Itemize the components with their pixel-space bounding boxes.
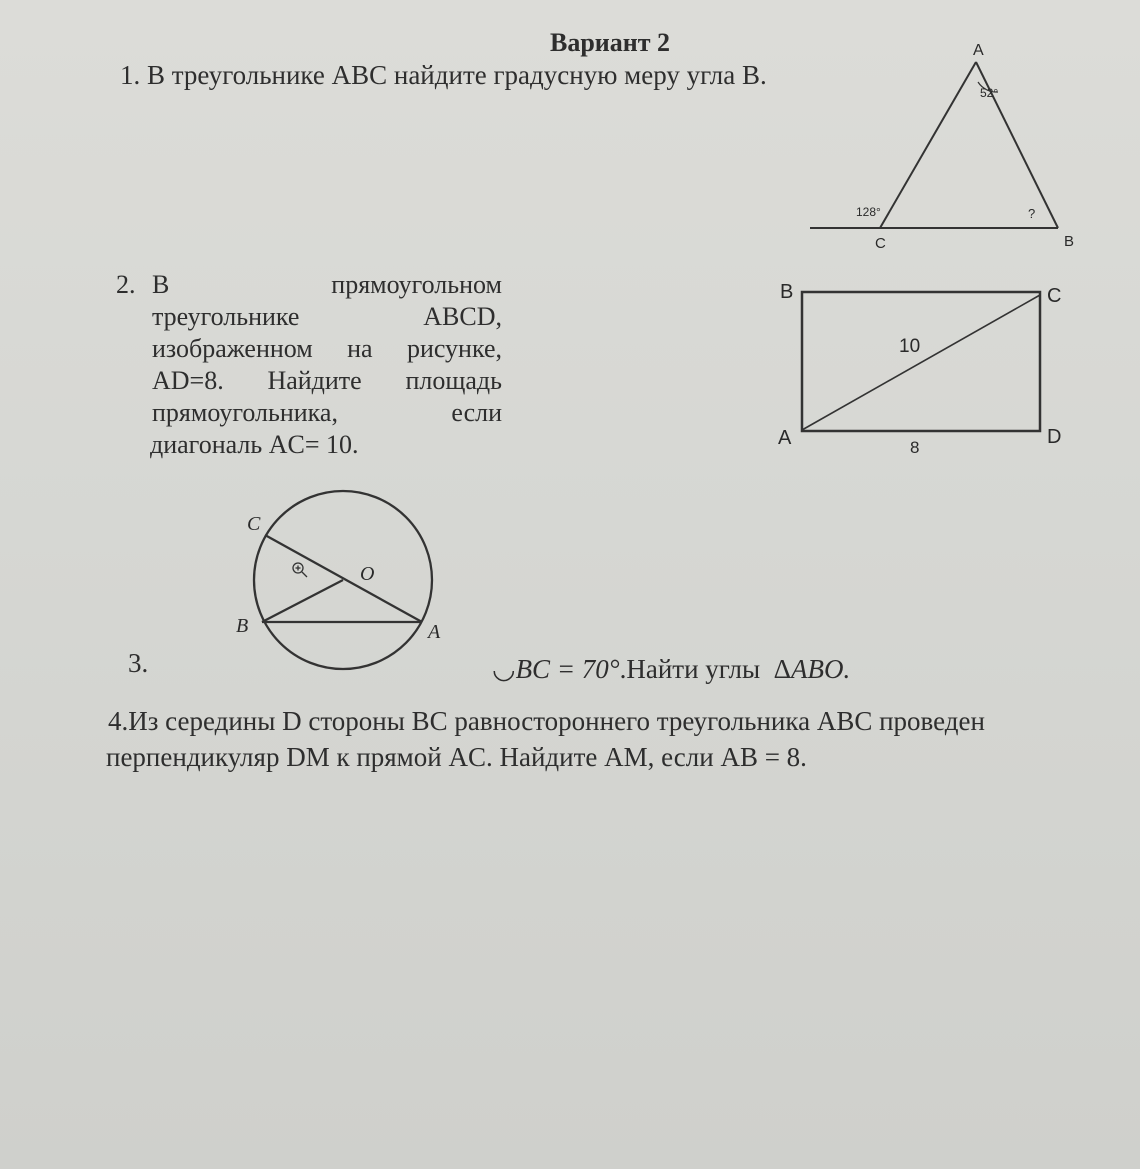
rect-vertex-d: D	[1047, 426, 1062, 448]
vertex-a-label: A	[973, 42, 984, 59]
question-4-line-1: 4.Из середины D стороны BC равностороннего треугольника ABC проведен	[108, 706, 985, 736]
triangle-name: ABO.	[790, 654, 851, 684]
circle-point-b: B	[236, 615, 249, 637]
q2-word: ABCD,	[423, 302, 502, 331]
q2-word: прямоугольника,	[152, 398, 338, 427]
q2-word: на	[347, 334, 373, 363]
q2-word: изображенном	[152, 334, 313, 363]
q2-word: AD=8.	[152, 366, 224, 395]
side-ca-line	[880, 62, 976, 228]
circle-point-c: C	[247, 513, 261, 535]
figure-triangle-abc	[810, 62, 1058, 228]
rect-vertex-b: B	[780, 281, 794, 303]
angle-c-exterior-label: 128°	[856, 205, 881, 219]
q3-task: .Найти углы	[619, 654, 761, 684]
zoom-icon	[293, 563, 307, 577]
q2-word: площадь	[405, 366, 502, 395]
rect-vertex-c: C	[1047, 285, 1062, 307]
q2-number: 2.	[116, 270, 136, 299]
angle-a-label: 52°	[980, 86, 999, 100]
question-4-line-2: перпендикуляр DM к прямой AC. Найдите AM, если AB = 8.	[106, 742, 807, 772]
q2-word: треугольнике	[152, 302, 300, 331]
q2-word: диагональ AC= 10.	[150, 430, 359, 459]
figure-rectangle-abcd	[802, 292, 1040, 431]
q2-word: если	[451, 398, 502, 427]
q2-word: рисунке,	[406, 334, 502, 363]
diagonal-length-label: 10	[899, 336, 921, 357]
question-3-number: 3.	[128, 648, 149, 678]
circle-center-o: O	[360, 563, 375, 585]
diagonal-ac-line	[802, 295, 1040, 430]
angle-b-label: ?	[1028, 206, 1036, 221]
arc-symbol: ◡	[492, 654, 516, 684]
triangle-symbol: Δ	[773, 654, 791, 684]
arc-label: BC = 70°	[515, 654, 620, 684]
vertex-c-label: C	[875, 235, 886, 252]
vertex-b-label: B	[1064, 233, 1075, 250]
question-1-text: 1. В треугольнике ABC найдите градусную меру угла B.	[120, 60, 767, 90]
radius-bo-line	[262, 580, 343, 622]
q2-word: В	[152, 270, 170, 299]
q2-word: прямоугольном	[331, 270, 502, 299]
rect-vertex-a: A	[778, 427, 792, 449]
figure-circle	[254, 491, 432, 669]
q2-word: Найдите	[267, 366, 362, 395]
circle-point-a: A	[428, 621, 441, 643]
page-title: Вариант 2	[550, 28, 671, 57]
side-ad-length-label: 8	[910, 438, 920, 457]
